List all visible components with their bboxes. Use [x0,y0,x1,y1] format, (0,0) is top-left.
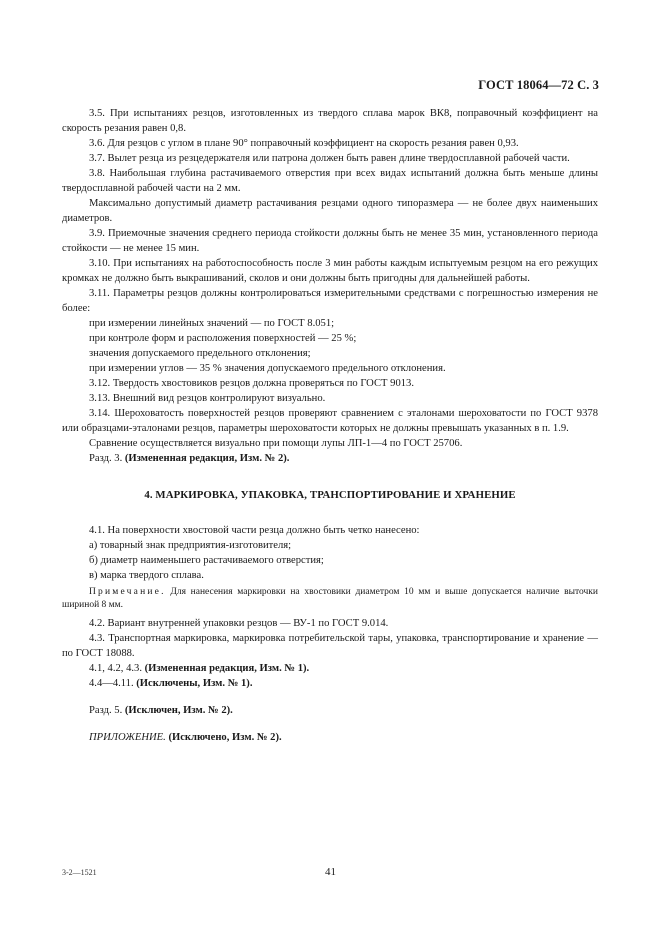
item-linear-values: при измерении линейных значений — по ГОСТ 8.051; [89,318,335,329]
paragraph-4-1: 4.1. На поверхности хвостовой части резца должно быть четко нанесено: [89,525,420,536]
appendix-label: ПРИЛОЖЕНИЕ. [89,732,166,743]
amendment-label: 4.4—4.11. [89,678,137,689]
paragraph-3-12: 3.12. Твердость хвостовиков резцов должна проверяться по ГОСТ 9013. [89,378,414,389]
item-tolerance-values: значения допускаемого предельного отклонения; [89,348,311,359]
paragraph-3-9: 3.9. Приемочные значения среднего периода стойкости должны быть не менее 35 мин, установленного периода стойкости — не менее 15 мин. [62,228,598,254]
amendment-4-1-4-3 [62,661,598,676]
paragraph-max-diameter: Максимально допустимый диаметр растачивания резцами одного типоразмера — не более двух наименьших диаметров. [62,198,598,224]
amendment-label: 4.1, 4.2, 4.3. [89,663,145,674]
note-label: Примечание. [89,587,166,597]
amendment-note: (Исключены, Изм. № 1). [136,678,253,689]
item-trademark: а) товарный знак предприятия-изготовителя; [89,540,292,551]
paragraph-comparison: Сравнение осуществляется визуально при помощи лупы ЛП-1—4 по ГОСТ 25706. [89,438,463,449]
section-4-title: 4. МАРКИРОВКА, УПАКОВКА, ТРАНСПОРТИРОВАНИЕ И ХРАНЕНИЕ [144,489,516,501]
item-diameter: б) диаметр наименьшего растачиваемого отверстия; [89,555,324,566]
appendix-status: (Исключено, Изм. № 2). [165,732,282,743]
paragraph-3-13: 3.13. Внешний вид резцов контролируют визуально. [89,393,326,404]
paragraph-3-6: 3.6. Для резцов с углом в плане 90° поправочный коэффициент на скорость резания равен 0,93. [89,138,519,149]
paragraph-4-2: 4.2. Вариант внутренней упаковки резцов — ВУ-1 по ГОСТ 9.014. [89,618,389,629]
item-alloy-grade: в) марка твердого сплава. [89,570,204,581]
amendment-note: (Исключен, Изм. № 2). [124,705,233,716]
paragraph-3-7: 3.7. Вылет резца из резцедержателя или патрона должен быть равен длине твердосплавной рабочей части. [89,153,570,164]
amendment-4-4-4-11 [62,676,598,691]
item-angle-measure: при измерении углов — 35 % значения допускаемого предельного отклонения. [89,363,446,374]
page-number: 41 [325,866,336,878]
paragraph-3-14: 3.14. Шероховатость поверхностей резцов проверяют сравнением с эталонами шероховатости по ГОСТ 9378 или образцами-эталонами резцов, параметры шероховатости которых не должны превышать указанных в п. 1.9. [62,408,598,434]
amendment-label: Разд. 5. [89,705,125,716]
page-header: ГОСТ 18064—72 С. 3 [478,78,599,92]
note-text: Для нанесения маркировки на хвостовики диаметром 10 мм и выше допускается наличие выточки шириной 8 мм. [62,587,598,610]
appendix-note [62,730,598,745]
paragraph-3-11: 3.11. Параметры резцов должны контролироваться измерительными средствами с погрешностью измерения не более: [62,288,598,314]
amendment-section-3 [62,451,598,466]
paragraph-3-10: 3.10. При испытаниях на работоспособность после 3 мин работы каждым испытуемым резцом на его режущих кромках не должно быть выкрашиваний, сколов и они должны быть пригодны для дальнейшей работы. [62,258,598,284]
document-body [62,106,598,745]
amendment-section-5 [62,703,598,718]
note [62,586,598,612]
item-form-control: при контроле форм и расположения поверхностей — 25 %; [89,333,357,344]
print-code: 3-2—1521 [62,868,97,877]
paragraph-3-5: 3.5. При испытаниях резцов, изготовленных из твердого сплава марок ВК8, поправочный коэффициент на скорость резания равен 0,8. [62,108,598,134]
amendment-note: (Измененная редакция, Изм. № 2). [124,453,290,464]
amendment-note: (Измененная редакция, Изм. № 1). [144,663,310,674]
paragraph-3-8: 3.8. Наибольшая глубина растачиваемого отверстия при всех видах испытаний должна быть меньше длины твердосплавной рабочей части на 2 мм. [62,168,598,194]
paragraph-4-3: 4.3. Транспортная маркировка, маркировка потребительской тары, упаковка, транспортирование и хранение — по ГОСТ 18088. [62,633,598,659]
amendment-label: Разд. 3. [89,453,125,464]
